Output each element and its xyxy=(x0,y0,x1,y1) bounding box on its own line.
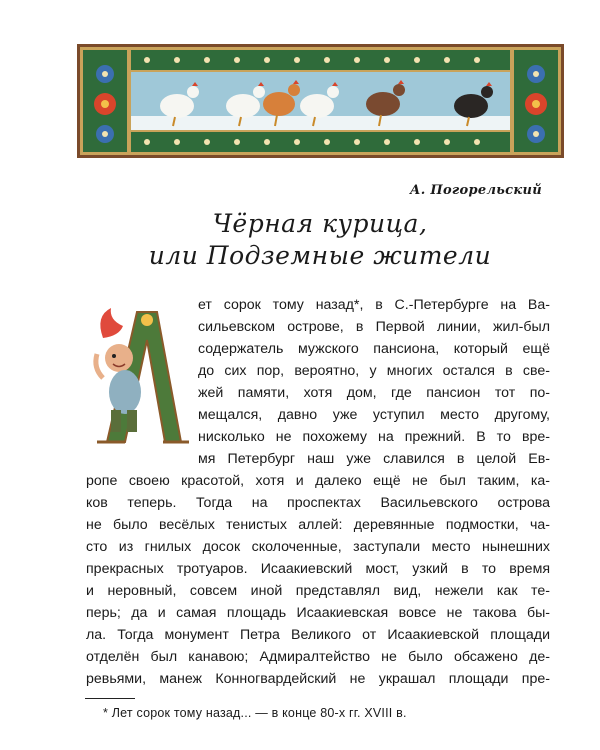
footnote-rule xyxy=(85,698,135,699)
body-line: ревьями, манеж Конногвардейский не украшал площади пре- xyxy=(86,671,550,687)
body-line: отделён был канавою; Адмиралтейство не было обсажено де- xyxy=(86,649,550,665)
author-name: А. Погорельский xyxy=(409,183,542,198)
story-title-line-2: или Подземные жители xyxy=(148,241,492,270)
body-line: до сих пор, вероятно, у многих остался в све- xyxy=(198,363,550,379)
body-line: нисколько не похожему на прежний. В то вре- xyxy=(198,429,550,445)
body-line: и неровный, совсем иной представлял вид, нежели как те- xyxy=(86,583,550,599)
body-line: содержатель мужского пансиона, который ещё xyxy=(198,341,550,357)
folk-hens-banner xyxy=(77,44,564,158)
body-line: ет сорок тому назад*, в С.-Петербурге на Ва- xyxy=(198,297,550,313)
body-line: прекрасных тротуаров. Исаакиевский мост, узкий в то время xyxy=(86,561,550,577)
body-line: сто из гнилых досок сколоченные, заступали место нынешних xyxy=(86,539,550,555)
body-line: не было весёлых тенистых аллей: деревянные подмостки, ча- xyxy=(86,517,550,533)
body-line: жей памяти, хотя дом, где пансион тот по- xyxy=(198,385,550,401)
gnome-drop-cap-illustration xyxy=(85,300,195,448)
footnote: * Лет сорок тому назад... — в конце 80-х гг. XVIII в. xyxy=(103,706,407,720)
body-line: мещался, давно уже уступил место другому, xyxy=(198,407,550,423)
body-line: перь; да и самая площадь Исаакиевская вовсе не такова бы- xyxy=(86,605,550,621)
body-line: ла. Тогда монумент Петра Великого от Исаакиевской площади xyxy=(86,627,550,643)
story-title-line-1: Чёрная курица, xyxy=(212,209,428,238)
body-line: ков теперь. Тогда на проспектах Васильевского острова xyxy=(86,495,550,511)
body-line: сильевском острове, в Первой линии, жил-был xyxy=(198,319,550,335)
body-line: мя Петербург наш уже славился в целой Ев- xyxy=(198,451,550,467)
body-line: ропе своею красотой, хотя и далеко ещё не был таким, ка- xyxy=(86,473,550,489)
